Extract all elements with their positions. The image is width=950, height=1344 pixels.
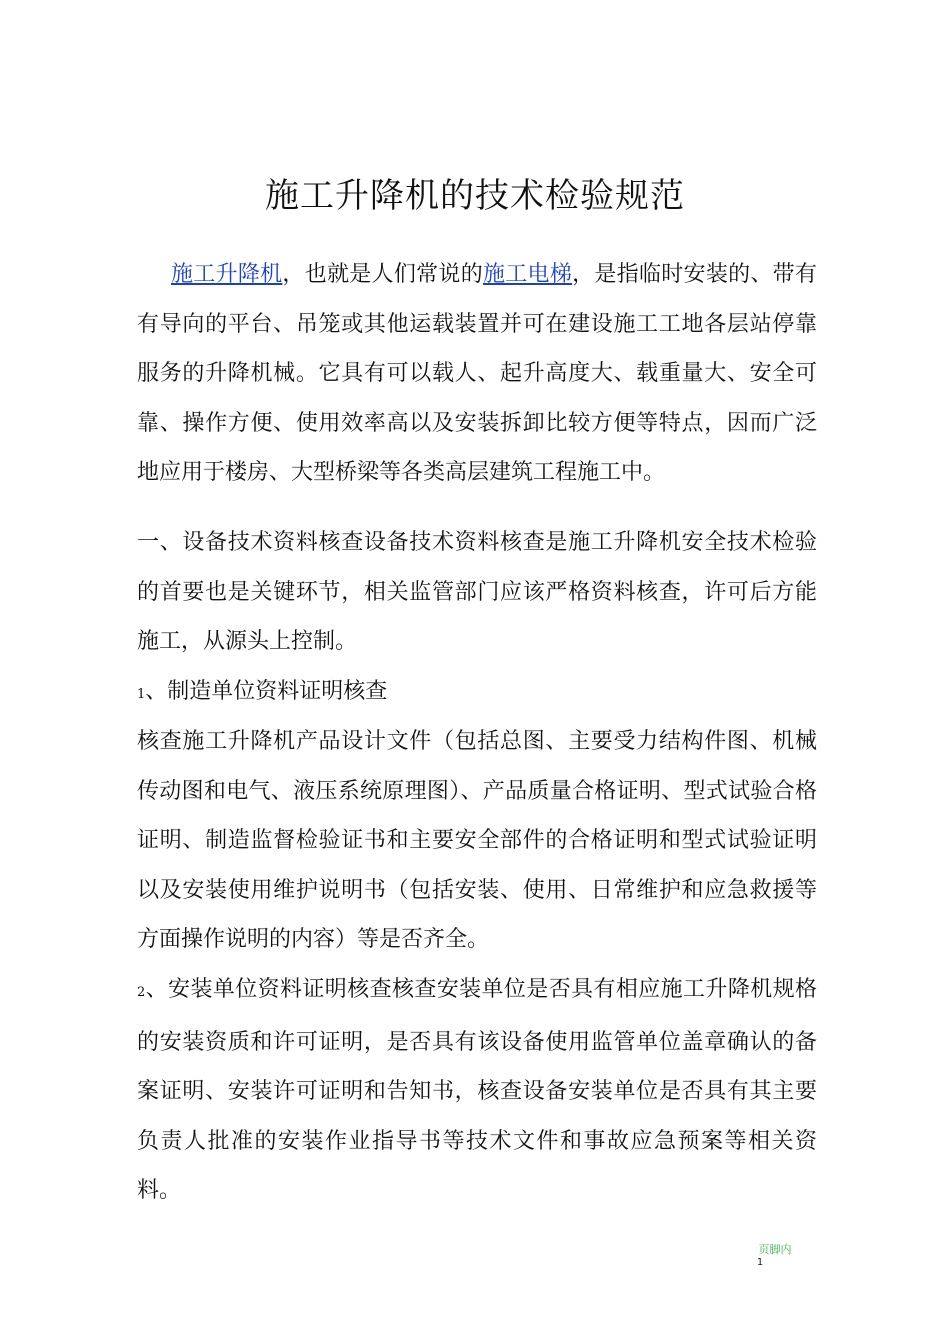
intro-text-1: ，也就是人们常说的 — [282, 262, 483, 287]
item-2-number: 2 — [137, 985, 146, 1000]
page-number: 1 — [756, 1257, 764, 1268]
document-title: 施工升降机的技术检验规范 — [265, 176, 685, 216]
item-1-heading-text: 、制造单位资料证明核查 — [145, 679, 388, 704]
link-construction-hoist[interactable]: 施工升降机 — [171, 262, 283, 287]
item-1-heading — [137, 667, 817, 720]
item-1-number: 1 — [137, 687, 146, 702]
intro-paragraph — [137, 250, 817, 498]
item-2-text: 、安装单位资料证明核查核查安装单位是否具有相应施工升降机规格的安装资质和许可证明，是否具有该设备使用监管单位盖章确认的备案证明、安装许可证明和告知书，核查设备安装单位是否具有其主要负责人批准的安装作业指导书等技术文件和事故应急预案等相关资料。 — [137, 977, 817, 1203]
footer-label: 页脚内 — [758, 1243, 792, 1256]
item-1-body: 核查施工升降机产品设计文件（包括总图、主要受力结构件图、机械传动图和电气、液压系统原理图）、产品质量合格证明、型式试验合格证明、制造监督检验证书和主要安全部件的合格证明和型式试验证明以及安装使用维护说明书（包括安装、使用、日常维护和应急救援等方面操作说明的内容）等是否齐全。 — [137, 729, 817, 952]
section-1-paragraph: 一、设备技术资料核查设备技术资料核查是施工升降机安全技术检验的首要也是关键环节，相关监管部门应该严格资料核查，许可后方能施工，从源头上控制。 — [137, 530, 817, 654]
intro-text-2: ，是指临时安装的、带有有导向的平台、吊笼或其他运载装置并可在建设施工工地各层站停靠服务的升降机械。它具有可以载人、起升高度大、载重量大、安全可靠、操作方便、使用效率高以及安装拆卸比较方便等特点，因而广泛地应用于楼房、大型桥梁等各类高层建筑工程施工中。 — [137, 262, 817, 485]
item-2-paragraph — [137, 965, 817, 1216]
link-construction-elevator[interactable]: 施工电梯 — [482, 262, 573, 287]
